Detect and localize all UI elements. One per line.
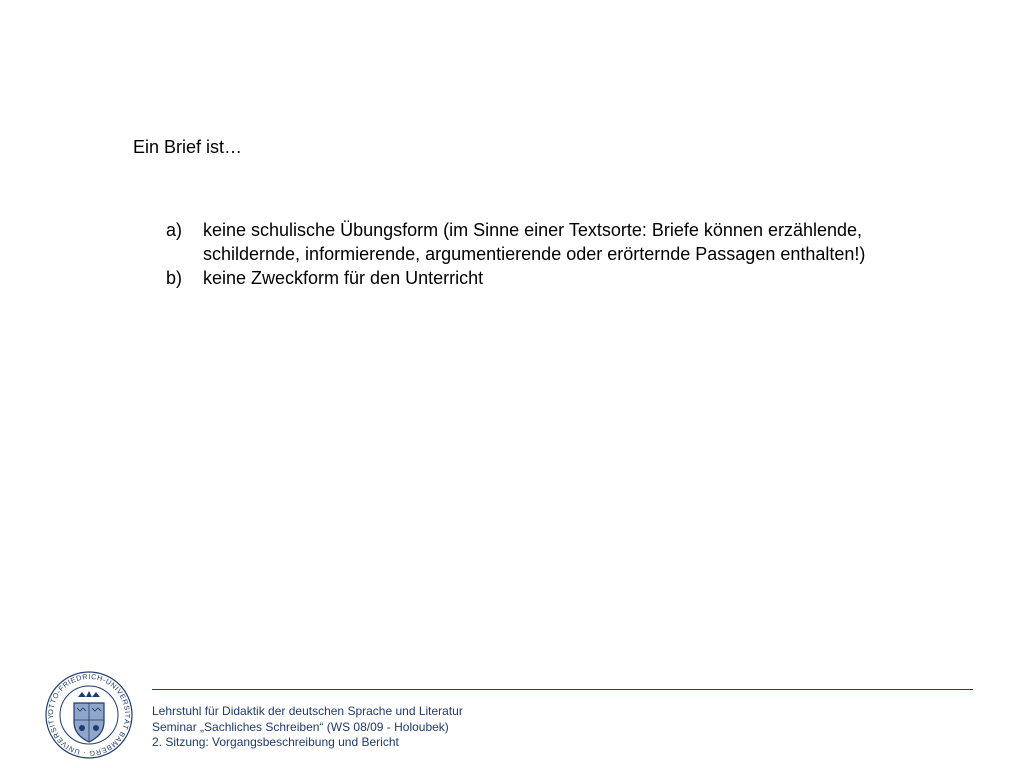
list-marker: a): [166, 220, 183, 240]
list-item: [166, 218, 886, 266]
footer: [152, 704, 463, 751]
statement-list: [166, 218, 886, 290]
slide-heading: Ein Brief ist…: [133, 137, 243, 157]
list-item: [166, 266, 886, 290]
list-item-text: keine schulische Übungsform (im Sinne einer Textsorte: Briefe können erzählende, schildernde, informierende, argumentierende oder erörternde Passagen enthalten!): [203, 220, 866, 264]
university-seal-icon: [44, 670, 134, 760]
footer-line-seminar: Seminar „Sachliches Schreiben“ (WS 08/09 - Holoubek): [152, 719, 449, 734]
seal-emblem: [74, 691, 104, 742]
footer-line-chair: Lehrstuhl für Didaktik der deutschen Sprache und Literatur: [152, 704, 463, 718]
list-marker: b): [166, 268, 183, 288]
seal-graphic: [44, 670, 134, 760]
seal-text-path: OTTO-FRIEDRICH-UNIVERSITÄT BAMBERG · UNIVERSITY: [45, 671, 133, 759]
footer-line-session: 2. Sitzung: Vorgangsbeschreibung und Bericht: [152, 735, 399, 749]
list-item-text: keine Zweckform für den Unterricht: [203, 268, 484, 288]
footer-divider: [152, 689, 973, 690]
